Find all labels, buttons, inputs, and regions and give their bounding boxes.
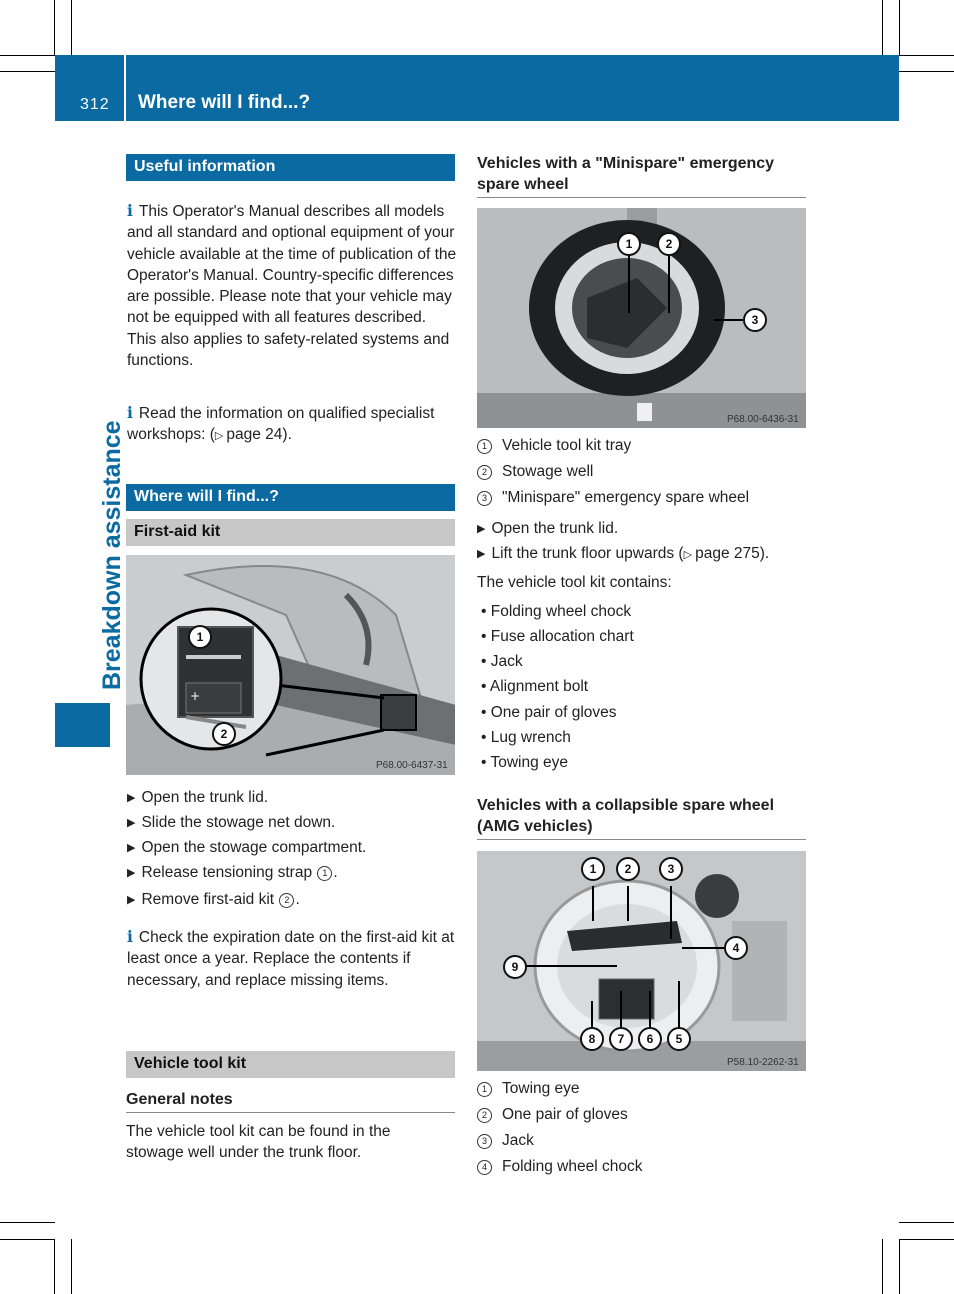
- crop-mark: [899, 55, 954, 56]
- legend-item: 2 One pair of gloves: [477, 1104, 628, 1125]
- legend-number: 1: [477, 1082, 492, 1097]
- callout-1: 1: [581, 857, 605, 881]
- callout-3: 3: [659, 857, 683, 881]
- callout-2: 2: [657, 232, 681, 256]
- step-lift-floor: ▶ Lift the trunk floor upwards (▷ page 275).: [477, 545, 770, 562]
- step-release-strap: ▶ Release tensioning strap 1 .: [127, 864, 338, 881]
- step-arrow-icon: ▶: [127, 894, 136, 906]
- minispare-photo: [477, 208, 806, 428]
- page-ref-arrow-icon: ▷: [683, 549, 696, 561]
- info-icon: i: [127, 201, 133, 220]
- first-aid-kit-photo: [126, 555, 455, 775]
- crop-mark: [71, 0, 72, 55]
- crop-mark: [899, 1239, 900, 1294]
- photo-code: P68.00-6436-31: [727, 414, 799, 425]
- trunk-illustration: [126, 555, 455, 775]
- callout-9: 9: [503, 955, 527, 979]
- header-divider: [124, 55, 126, 121]
- step-arrow-icon: ▶: [477, 548, 486, 560]
- general-notes-text: The vehicle tool kit can be found in the stowage well under the trunk floor.: [126, 1123, 391, 1162]
- legend-number: 1: [477, 439, 492, 454]
- legend-item: 1 Towing eye: [477, 1078, 580, 1099]
- step-open-trunk: ▶ Open the trunk lid.: [477, 520, 619, 537]
- step-arrow-icon: ▶: [127, 792, 136, 804]
- step-arrow-icon: ▶: [477, 523, 486, 535]
- marker-1: 1: [317, 866, 332, 881]
- info-note-1: [127, 200, 459, 371]
- section-vehicle-tool-kit: Vehicle tool kit: [126, 1051, 455, 1078]
- callout-1: 1: [188, 625, 212, 649]
- svg-text:+: +: [190, 689, 201, 703]
- legend-number: 2: [477, 1108, 492, 1123]
- step-open-compartment: ▶ Open the stowage compartment.: [127, 839, 367, 856]
- crop-mark: [54, 1239, 55, 1294]
- list-item: • Alignment bolt: [481, 678, 589, 695]
- side-tab-marker: [55, 703, 110, 747]
- list-item: • Lug wrench: [481, 729, 571, 746]
- list-item: • Towing eye: [481, 754, 568, 771]
- step-remove-kit: ▶ Remove first-aid kit 2 .: [127, 891, 300, 908]
- list-item: • Fuse allocation chart: [481, 628, 634, 645]
- legend-item: 4 Folding wheel chock: [477, 1156, 642, 1177]
- list-item: • Jack: [481, 653, 523, 670]
- page-title: Where will I find...?: [138, 92, 311, 113]
- page-number: 312: [80, 96, 110, 113]
- marker-2: 2: [279, 893, 294, 908]
- legend-number: 3: [477, 1134, 492, 1149]
- page-ref-arrow-icon: ▷: [214, 430, 227, 443]
- crop-mark: [0, 71, 55, 72]
- section-where-will-i-find: Where will I find...?: [126, 484, 455, 511]
- page-ref-link[interactable]: page 24).: [226, 426, 292, 444]
- info-icon: i: [127, 403, 133, 422]
- list-item: • One pair of gloves: [481, 704, 617, 721]
- callout-6: 6: [638, 1027, 662, 1051]
- crop-mark: [899, 1222, 954, 1223]
- crop-mark: [0, 1222, 55, 1223]
- crop-mark: [54, 0, 55, 55]
- side-tab-label: Breakdown assistance: [98, 420, 126, 690]
- crop-mark: [0, 1239, 55, 1240]
- callout-2: 2: [212, 722, 236, 746]
- section-useful-information: Useful information: [126, 154, 455, 181]
- step-arrow-icon: ▶: [127, 842, 136, 854]
- step-arrow-icon: ▶: [127, 817, 136, 829]
- info-icon: i: [127, 927, 133, 946]
- legend-item: 3 "Minispare" emergency spare wheel: [477, 487, 749, 508]
- legend-item: 1 Vehicle tool kit tray: [477, 435, 631, 456]
- tool-kit-contains-label: The vehicle tool kit contains:: [477, 574, 672, 591]
- callout-2: 2: [616, 857, 640, 881]
- legend-item: 2 Stowage well: [477, 461, 593, 482]
- info-note-2-text: Read the information on qualified specialist workshops: (: [127, 405, 435, 444]
- section-first-aid-kit: First-aid kit: [126, 519, 455, 546]
- callout-5: 5: [667, 1027, 691, 1051]
- collapsible-heading: Vehicles with a collapsible spare wheel (AMG vehicles): [477, 795, 806, 840]
- crop-mark: [882, 0, 883, 55]
- info-note-3-text: Check the expiration date on the first-aid kit at least once a year. Replace the contents if necessary, and replace missing items.: [127, 929, 455, 989]
- photo-code: P68.00-6437-31: [376, 760, 448, 771]
- legend-number: 3: [477, 491, 492, 506]
- legend-number: 2: [477, 465, 492, 480]
- info-note-2: [127, 402, 459, 448]
- step-arrow-icon: ▶: [127, 867, 136, 879]
- legend-item: 3 Jack: [477, 1130, 534, 1151]
- callout-3: 3: [743, 308, 767, 332]
- step-slide-net: ▶ Slide the stowage net down.: [127, 814, 336, 831]
- step-open-trunk: ▶ Open the trunk lid.: [127, 789, 269, 806]
- photo-code: P58.10-2262-31: [727, 1057, 799, 1068]
- legend-number: 4: [477, 1160, 492, 1175]
- collapsible-spare-photo: [477, 851, 806, 1071]
- crop-mark: [899, 0, 900, 55]
- info-note-3: [127, 926, 459, 991]
- callout-8: 8: [580, 1027, 604, 1051]
- callout-7: 7: [609, 1027, 633, 1051]
- crop-mark: [0, 55, 55, 56]
- crop-mark: [71, 1239, 72, 1294]
- page-ref-link[interactable]: page 275).: [695, 545, 770, 562]
- crop-mark: [882, 1239, 883, 1294]
- info-note-1-text: This Operator's Manual describes all models and all standard and optional equipment of your vehicle available at the time of publication of the Operator's Manual. Country-specific differences are possible. Please note that your vehicle may not be equipped with all features described. This also applies to safety-related systems and functions.: [127, 203, 457, 370]
- list-item: • Folding wheel chock: [481, 603, 632, 620]
- minispare-heading: Vehicles with a "Minispare" emergency spare wheel: [477, 153, 806, 198]
- callout-4: 4: [724, 936, 748, 960]
- callout-1: 1: [617, 232, 641, 256]
- crop-mark: [899, 1239, 954, 1240]
- crop-mark: [899, 71, 954, 72]
- general-notes-heading: General notes: [126, 1089, 455, 1113]
